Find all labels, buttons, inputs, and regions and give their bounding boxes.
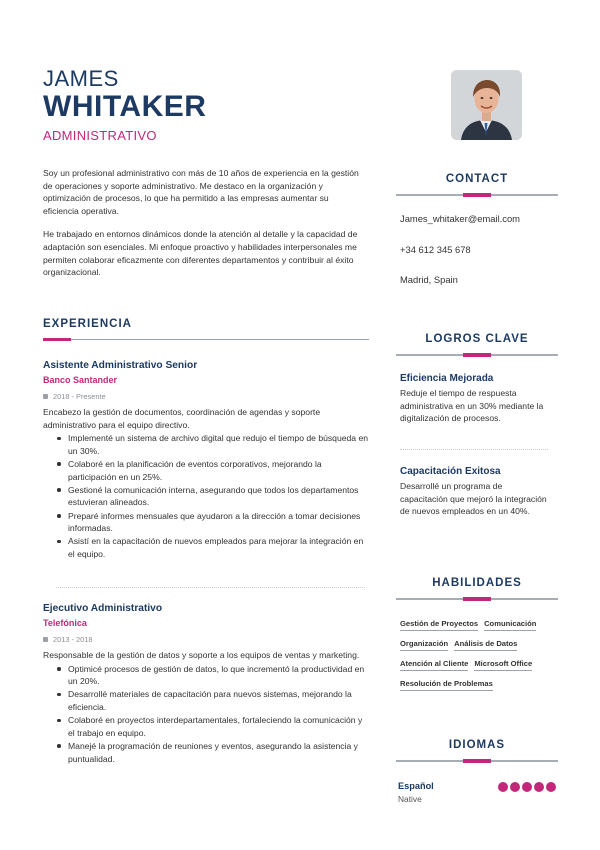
summary-paragraph: He trabajado en entornos dinámicos donde la atención al detalle y la capacidad de adaptación son esenciales. Mi enfoque proactivo y habilidades interpersonales me permiten colaborar eficazmente con diferentes departamentos y contribuir al éxito organizacional. [43,229,358,278]
accent-bar [463,597,491,601]
entry-divider [56,587,365,588]
language-name: Español [398,781,434,791]
skills-list [400,619,560,699]
contact-section-header [396,173,558,196]
achievement-list [43,663,369,766]
profile-photo-image [451,70,522,140]
job-description: Encabezo la gestión de documentos, coordinación de agendas y soporte administrativo para el equipo directivo. [43,407,321,430]
list-item: Manejé la programación de reuniones y eventos, asegurando la asistencia y puntualidad. [43,740,369,765]
language-level: Native [398,794,422,804]
accent-bar [463,193,491,197]
language-rating [498,782,556,792]
skill-row [400,619,560,631]
contact-email[interactable]: James_whitaker@email.com [400,213,520,224]
accent-bar [43,338,71,341]
job-role: Asistente Administrativo Senior [43,360,198,371]
rating-dot [522,782,532,792]
list-item: Optimicé procesos de gestión de datos, lo que incrementó la productividad en un 20%. [43,663,369,688]
date-range: 2018 - Presente [53,392,106,401]
skill-tag: Análisis de Datos [454,639,517,651]
rating-dot [510,782,520,792]
experience-heading: EXPERIENCIA [43,318,132,330]
job-dates [43,635,369,644]
skill-tag: Resolución de Problemas [400,679,493,691]
achievement-item [400,466,550,518]
list-item: Asistí en la capacitación de nuevos empleados para mejorar la integración en el equipo. [43,535,369,560]
accent-bar [463,353,491,357]
rating-dot [498,782,508,792]
experience-entry [43,603,369,766]
summary-paragraph: Soy un profesional administrativo con más de 10 años de experiencia en la gestión de operaciones y soporte administrativo. Me destaco en la organización y optimización de procesos, lo que ha permitido a las empresas aumentar su eficiencia operativa. [43,168,359,216]
list-item: Colaboré en proyectos interdepartamentales, fortaleciendo la comunicación y el trabajo en equipo. [43,714,369,739]
contact-heading: CONTACT [445,173,509,185]
skill-tag: Comunicación [484,619,536,631]
experience-entry [43,360,369,561]
profile-photo [451,70,522,140]
skill-tag: Organización [400,639,448,651]
section-rule [396,760,558,762]
achievement-title: Capacitación Exitosa [400,466,501,477]
skill-tag: Gestión de Proyectos [400,619,478,631]
achievements-section-header [396,333,558,356]
achievement-description: Desarrollé un programa de capacitación que mejoró la integración de nuevos empleados en un 40%. [400,481,547,517]
job-dates [43,392,369,401]
skills-section-header [396,577,558,600]
date-range: 2013 - 2018 [53,635,93,644]
skill-row [400,659,560,671]
achievement-item [400,373,550,425]
achievements-heading: LOGROS CLAVE [425,333,529,345]
section-rule [396,194,558,196]
job-title: ADMINISTRATIVO [43,128,157,143]
list-item: Gestioné la comunicación interna, asegurando que todos los departamentos estuvieran alineados. [43,484,369,509]
list-item: Colaboré en la planificación de eventos corporativos, mejorando la participación en un 25%. [43,458,369,483]
skill-row [400,639,560,651]
job-role: Ejecutivo Administrativo [43,603,163,614]
company-name: Banco Santander [43,375,118,385]
section-rule [396,598,558,600]
rating-dot [546,782,556,792]
job-description: Responsable de la gestión de datos y soporte a los equipos de ventas y marketing. [43,650,360,660]
last-name: WHITAKER [43,90,207,123]
skill-row [400,679,560,691]
contact-phone[interactable]: +34 612 345 678 [400,244,471,255]
contact-location: Madrid, Spain [400,274,458,285]
calendar-icon [43,394,48,399]
languages-heading: IDIOMAS [448,739,506,751]
skill-tag: Atención al Cliente [400,659,468,671]
calendar-icon [43,637,48,642]
achievement-title: Eficiencia Mejorada [400,373,494,384]
skill-tag: Microsoft Office [474,659,532,671]
section-rule [43,339,369,340]
achievement-description: Reduje el tiempo de respuesta administrativa en un 30% mediante la digitalización de procesos. [400,388,544,424]
profile-summary [43,167,363,290]
accent-bar [463,759,491,763]
first-name: JAMES [43,66,119,91]
list-item: Implementé un sistema de archivo digital que redujo el tiempo de búsqueda en un 30%. [43,432,369,457]
list-item: Desarrollé materiales de capacitación para nuevos sistemas, mejorando la eficiencia. [43,688,369,713]
rating-dot [534,782,544,792]
achievement-list [43,432,369,560]
achievement-divider [400,449,548,450]
experience-section-header [43,318,369,340]
list-item: Preparé informes mensuales que ayudaron a la dirección a tomar decisiones informadas. [43,510,369,535]
skills-heading: HABILIDADES [432,577,522,589]
languages-section-header [396,739,558,762]
section-rule [396,354,558,356]
company-name: Telefónica [43,618,87,628]
